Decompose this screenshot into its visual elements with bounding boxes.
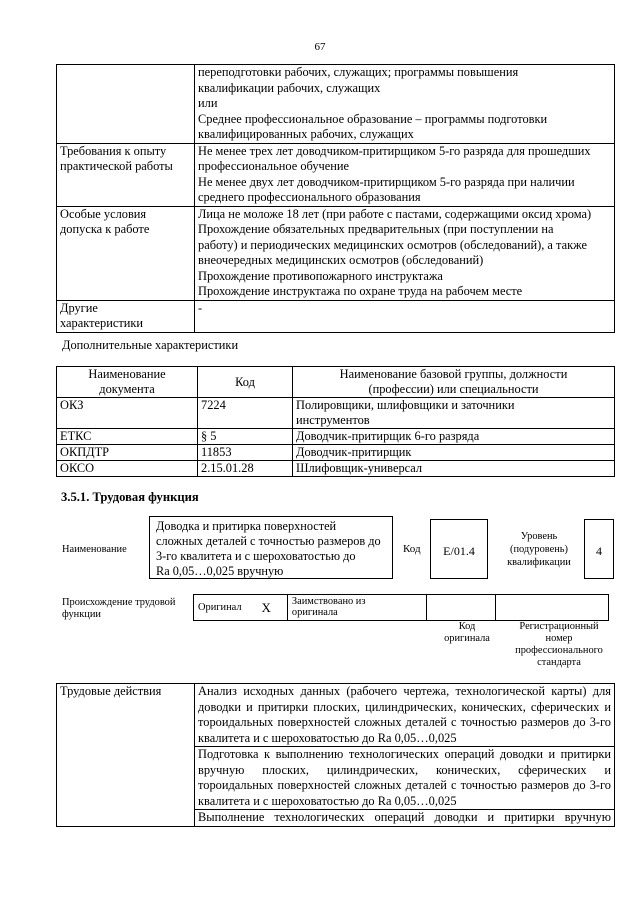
cell-code: 2.15.01.28 (198, 461, 293, 477)
labor-action-item: Выполнение технологических операций доводки и притирки вручную (195, 810, 615, 827)
original-mark: X (246, 595, 288, 621)
row-content: переподготовки рабочих, служащих; программы повышения квалификации рабочих, служащих или Среднее профессиональное образование – программы подготовки квалифицированных рабочих, служащих (195, 65, 615, 144)
cell-doc: ОКСО (57, 461, 198, 477)
row-label: Особые условия допуска к работе (57, 206, 195, 300)
table-row (194, 595, 609, 621)
cell-doc: ОКПДТР (57, 445, 198, 461)
cell-name: Доводчик-притирщик 6-го разряда (293, 429, 615, 445)
code-box: E/01.4 (430, 519, 488, 579)
row-label: Другие характеристики (57, 300, 195, 332)
level-label: Уровень (подуровень) квалификации (507, 531, 571, 568)
additional-table (56, 366, 615, 477)
table-row (57, 65, 615, 144)
labor-actions-table (56, 683, 615, 827)
row-content: Не менее трех лет доводчиком-притирщиком 5-го разряда для прошедших профессиональное обучение Не менее двух лет доводчиком-притирщиком 5-го разряда при наличии среднего профессионального образования (195, 143, 615, 206)
header-code: Код (198, 367, 293, 398)
cell-name: Шлифовщик-универсал (293, 461, 615, 477)
requirements-table (56, 64, 615, 333)
table-row (57, 684, 615, 747)
reg-number-cell (495, 595, 608, 621)
cell-code: 7224 (198, 398, 293, 429)
cell-doc: ОКЗ (57, 398, 198, 429)
cell-doc: ЕТКС (57, 429, 198, 445)
origin-table (193, 594, 609, 621)
code-label: Код (403, 543, 421, 555)
cell-name: Доводчик-притирщик (293, 445, 615, 461)
reg-number-label: Регистрационный номер профессионального стандарта (515, 621, 603, 668)
row-label (57, 65, 195, 144)
function-name-box: Доводка и притирка поверхностей сложных деталей с точностью размеров до 3-го квалитета и с шероховатостью до Ra 0,05…0,025 вручную (149, 516, 393, 579)
borrowed-label: Заимствовано из оригинала (287, 595, 426, 621)
origin-label: Происхождение трудовой функции (62, 597, 176, 620)
row-content: Лица не моложе 18 лет (при работе с пастами, содержащими оксид хрома) Прохождение обязательных предварительных (при поступлении на работу) и периодических медицинских осмотров (обследований), а также внеочередных медицинских осмотров (обследований) Прохождение противопожарного инструктажа Прохождение инструктажа по охране труда на рабочем месте (195, 206, 615, 300)
table-row (57, 206, 615, 300)
original-code-label: Код оригинала (444, 621, 490, 644)
original-label: Оригинал (194, 595, 246, 621)
level-box: 4 (584, 519, 614, 579)
header-name: Наименование базовой группы, должности (профессии) или специальности (293, 367, 615, 398)
table-row (57, 445, 615, 461)
table-row (57, 429, 615, 445)
cell-code: 11853 (198, 445, 293, 461)
additional-title: Дополнительные характеристики (62, 338, 239, 352)
table-header-row (57, 367, 615, 398)
row-content: - (195, 300, 615, 332)
header-document: Наименование документа (57, 367, 198, 398)
original-code-cell (426, 595, 495, 621)
cell-code: § 5 (198, 429, 293, 445)
cell-name: Полировщики, шлифовщики и заточники инструментов (293, 398, 615, 429)
name-label: Наименование (62, 544, 127, 555)
section-title: 3.5.1. Трудовая функция (61, 490, 199, 504)
labor-action-item: Анализ исходных данных (рабочего чертежа, технологической карты) для доводки и притирки плоских, цилиндрических, конических, сферических и тороидальных поверхностей сложных деталей с точностью размеров до 3-го квалитета и с шероховатостью до Ra 0,05…0,025 (195, 684, 615, 747)
table-row (57, 461, 615, 477)
labor-action-item: Подготовка к выполнению технологических операций доводки и притирки вручную плоских, цилиндрических, конических, сферических и тороидальных поверхностей сложных деталей с точностью размеров до 3-го квалитета и с шероховатостью до Ra 0,05…0,025 (195, 747, 615, 810)
table-row (57, 300, 615, 332)
labor-actions-label: Трудовые действия (57, 684, 195, 827)
table-row (57, 398, 615, 429)
row-label: Требования к опыту практической работы (57, 143, 195, 206)
page-number: 67 (314, 41, 326, 53)
table-row (57, 143, 615, 206)
